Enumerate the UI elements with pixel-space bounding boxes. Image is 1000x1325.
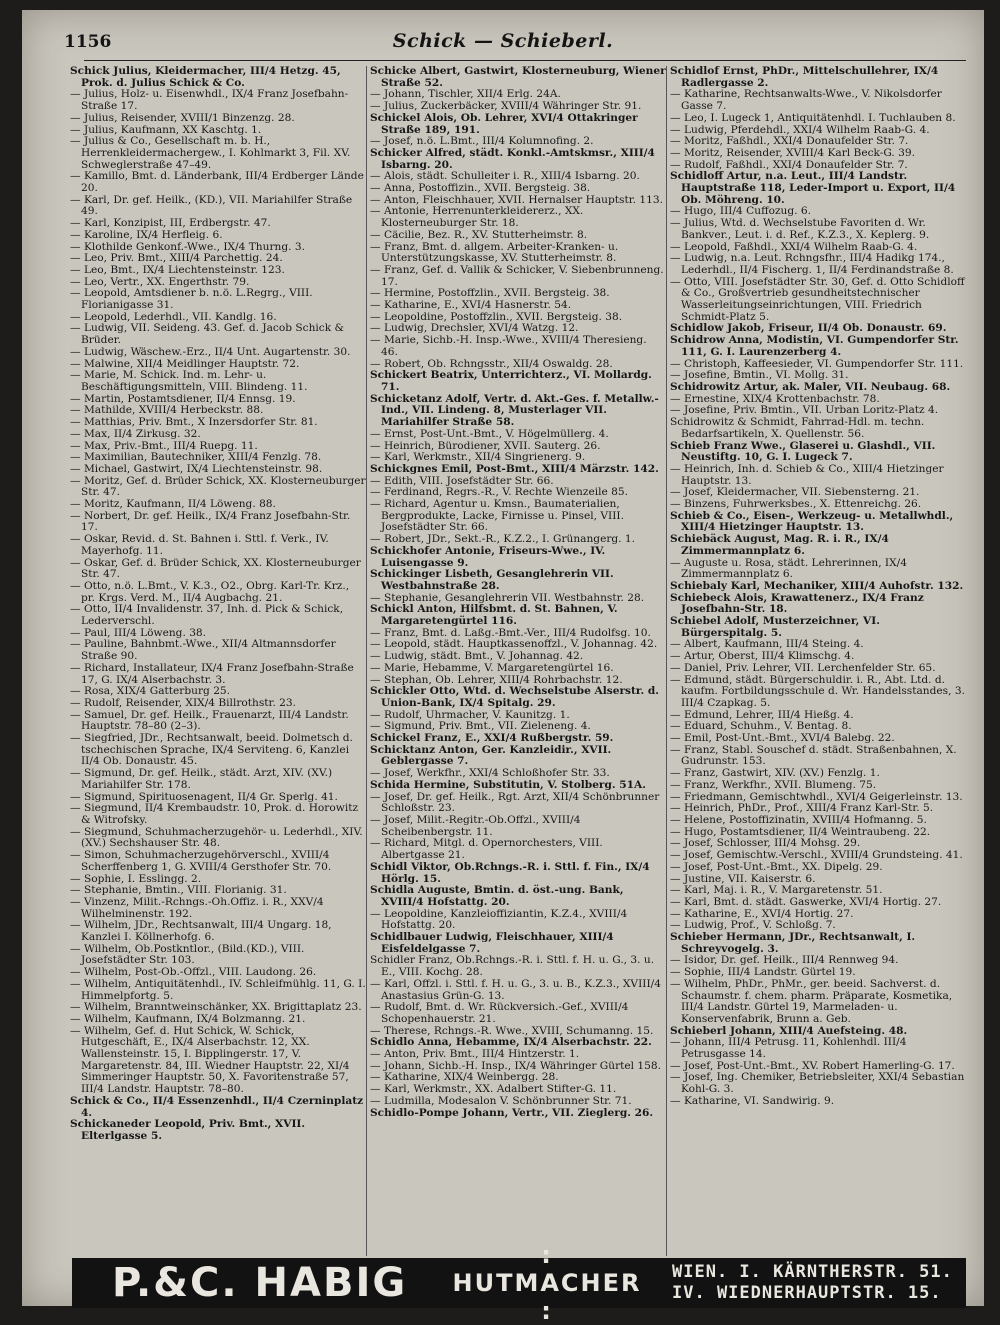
directory-entry-head: Schidlbauer Ludwig, Fleischhauer, XIII/4 Eisfeldelgasse 7.: [370, 931, 614, 955]
directory-entry-head: Schieb Franz Wwe., Glaserei u. Glashdl., VII. Neustiftg. 10, G. I. Lugeck 7.: [670, 439, 936, 464]
directory-entry: — Matthias, Priv. Bmt., X Inzersdorfer Str. 81.: [70, 416, 318, 429]
directory-entry: — Ferdinand, Regrs.-R., V. Rechte Wienzeile 85.: [370, 486, 628, 499]
directory-entry: — Heinrich, Bürodiener, XVII. Sauterg. 26.: [370, 439, 601, 452]
directory-entry: — Rudolf, Uhrmacher, V. Kaunitzg. 1.: [370, 708, 570, 721]
directory-entry-head: Schickhofer Antonie, Friseurs-Wwe., IV. Luisengasse 9.: [370, 544, 606, 569]
directory-entry: — Wilhelm, Ob.Postkntlor., (Bild.(KD.), VIII. Josefstädter Str. 103.: [70, 942, 305, 967]
directory-entry-head: Schida Hermine, Substitutin, V. Stolberg. 51A.: [370, 778, 646, 791]
directory-entry: — Karl, Bmt. d. städt. Gaswerke, XVI/4 Hortig. 27.: [670, 895, 942, 908]
directory-entry: — Kamillo, Bmt. d. Länderbank, III/4 Erdberger Lände 20.: [70, 170, 364, 195]
directory-entry: — Karl, Werkmstr., XII/4 Singrienerg. 9.: [370, 451, 586, 464]
directory-entry: — Richard, Installateur, IX/4 Franz Josefbahn-Straße 17, G. IX/4 Alserbachstr. 3.: [70, 661, 354, 686]
directory-entry: — Malwine, XII/4 Meidlinger Hauptstr. 72.: [70, 357, 300, 370]
directory-entry: — Josef, Werkfhr., XXI/4 Schloßhofer Str. 33.: [370, 767, 610, 780]
directory-entry: — Ludwig, Prof., V. Schloßg. 7.: [670, 919, 836, 932]
directory-entry: — Vinzenz, Milit.-Rchngs.-Oh.Offiz. i. R., XXV/4 Wilhelminenstr. 192.: [70, 895, 324, 920]
directory-entry: — Stephan, Ob. Lehrer, XIII/4 Rohrbachstr. 12.: [370, 673, 623, 686]
directory-entry: — Marie, M. Schick. Ind. m. Lehr- u. Beschäftigungsmitteln, VIII. Blindeng. 11.: [70, 369, 308, 393]
directory-entry: — Moritz, Kaufmann, II/4 Löweng. 88.: [70, 498, 276, 511]
directory-entry: — Max, II/4 Zirkusg. 32.: [70, 427, 201, 440]
directory-entry: — Josef, Kleidermacher, VII. Siebensterng. 21.: [670, 486, 920, 499]
directory-entry-head: Schiebel Adolf, Musterzeichner, VI. Bürgerspitalg. 5.: [670, 615, 880, 639]
directory-entry: — Binzens, Fuhrwerksbes., X. Ettenreichg. 26.: [670, 498, 922, 511]
directory-entry-head: Schicke Albert, Gastwirt, Klosterneuburg, Wiener Straße 52.: [370, 66, 666, 89]
directory-entry: — Pauline, Bahnbmt.-Wwe., XII/4 Altmannsdorfer Straße 90.: [70, 638, 336, 663]
directory-entry: — Klothilde Genkonf.-Wwe., IX/4 Thurng. 3.: [70, 240, 305, 253]
directory-entry: — Richard, Agentur u. Kmsn., Baumaterialien, Bergprodukte, Lacke, Firnisse u. Pinsel, VIII. Josefstädter Str. 66.: [370, 498, 624, 534]
directory-entry: — Leopold, Amtsdiener b. n.ö. L.Regrg., VIII. Florianigasse 31.: [70, 287, 313, 312]
directory-entry: — Leo, Vertr., XX. Engerthstr. 79.: [70, 275, 250, 288]
directory-entry: — Michael, Gastwirt, IX/4 Liechtensteinstr. 98.: [70, 462, 323, 475]
directory-entry: — Josefine, Priv. Bmtin., VII. Urban Loritz-Platz 4.: [670, 404, 939, 417]
directory-entry: — Sigmund, Priv. Bmt., VII. Zieleneng. 4.: [370, 720, 591, 733]
directory-entry-head: Schickler Otto, Wtd. d. Wechselstube Alserstr. d. Union-Bank, IX/4 Spitalg. 29.: [370, 685, 659, 709]
directory-entry: — Ludwig, Drechsler, XVI/4 Watzg. 12.: [370, 322, 579, 335]
directory-entry: — Siegmund, Schuhmacherzugehör- u. Lederhdl., XIV. (XV.) Sechshauser Str. 48.: [70, 825, 363, 850]
directory-entry-head: Schiebäck August, Mag. R. i. R., IX/4 Zimmermannplatz 6.: [670, 533, 889, 557]
directory-entry: — Oskar, Gef. d. Brüder Schick, XX. Klosterneuburger Str. 47.: [70, 556, 361, 581]
directory-entry: — Julius, Reisender, XVIII/1 Binzenzg. 28.: [70, 111, 295, 124]
directory-entry: — Cäcilie, Bez. R., XV. Stutterheimstr. 8.: [370, 228, 588, 241]
directory-entry: — Norbert, Dr. gef. Heilk., IX/4 Franz Josefbahn-Str. 17.: [70, 509, 351, 534]
directory-entry: — Katharine, E., XVI/4 Hortig. 27.: [670, 907, 854, 920]
directory-entry: — Franz, Gastwirt, XIV. (XV.) Fenzlg. 1.: [670, 767, 880, 780]
directory-entry: — Oskar, Revid. d. St. Bahnen i. Sttl. f. Verk., IV. Mayerhofg. 11.: [70, 533, 329, 557]
directory-page: [22, 10, 984, 1325]
directory-entry: — Samuel, Dr. gef. Heilk., Frauenarzt, III/4 Landstr. Hauptstr. 78–80 (2–3).: [70, 708, 349, 733]
directory-entry: — Anton, Priv. Bmt., III/4 Hintzerstr. 1.: [370, 1048, 580, 1061]
directory-entry: — Moritz, Gef. d. Brüder Schick, XX. Klosterneuburger Str. 47.: [70, 474, 366, 499]
address-line: WIEN. I. KÄRNTHERSTR. 51.: [672, 1262, 953, 1282]
directory-entry: — Heinrich, PhDr., Prof., XIII/4 Franz Karl-Str. 5.: [670, 802, 934, 815]
column-divider: [666, 66, 667, 1256]
directory-entry: — Auguste u. Rosa, städt. Lehrerinnen, IX/4 Zimmermannplatz 6.: [670, 556, 907, 581]
directory-entry: — Sigmund, Spirituosenagent, II/4 Gr. Sperlg. 41.: [70, 790, 338, 803]
directory-entry: — Sophie, III/4 Landstr. Gürtel 19.: [670, 966, 856, 979]
directory-entry: — Franz, Werkfhr., XVII. Blumeng. 75.: [670, 778, 877, 791]
directory-entry-head: Schidl Viktor, Ob.Rchngs.-R. i. Sttl. f. Fin., IX/4 Hörlg. 15.: [370, 860, 650, 885]
directory-entry-head: Schidla Auguste, Bmtin. d. öst.-ung. Bank, XVIII/4 Hofstattg. 20.: [370, 884, 624, 908]
directory-entry: — Moritz, Reisender, XVIII/4 Karl Beck-G. 39.: [670, 146, 916, 159]
directory-entry: — Justine, VII. Kaiserstr. 6.: [670, 872, 816, 885]
directory-entry: — Otto, n.ö. L.Bmt., V. K.3., O2., Obrg. Karl-Tr. Krz., pr. Krgs. Verd. M., II/4 Augbachg. 21.: [70, 579, 350, 604]
directory-entry: — Leopold, städt. Hauptkassenoffzl., V. Johannag. 42.: [370, 638, 658, 651]
directory-entry-head: Schickl Anton, Hilfsbmt. d. St. Bahnen, V. Margaretengürtel 116.: [370, 603, 618, 628]
directory-entry: — Simon, Schuhmacherzugehörverschl., XVIII/4 Scherffenberg 1, G. XVIII/4 Gersthofer Str. 70.: [70, 849, 332, 873]
directory-entry: — Julius, Wtd. d. Wechselstube Favoriten d. Wr. Bankver., Leut. i. d. Ref., K.Z.3., X. Keplerg. 9.: [670, 217, 930, 241]
directory-entry: — Wilhelm, Gef. d. Hut Schick, W. Schick, Hutgeschäft, E., IX/4 Alserbachstr. 12, XX. Wallensteinstr. 15, I. Bipplingerstr. 17, V. Margaretenstr. 84, III. Wiedner Hauptstr. 22, XI/4 Simmeringer Hauptstr. 50, X. Favoritenstraße 57, III/4 Landstr. Hauptstr. 78–80.: [70, 1024, 350, 1096]
directory-entry: — Ludmilla, Modesalon V. Schönbrunner Str. 71.: [370, 1094, 632, 1107]
directory-entry: — Josef, Dr. gef. Heilk., Rgt. Arzt, XII/4 Schönbrunner Schloßstr. 23.: [370, 790, 660, 815]
directory-entry: — Josef, Schlosser, III/4 Mohsg. 29.: [670, 837, 861, 850]
directory-entry: — Emil, Post-Unt.-Bmt., XVI/4 Balebg. 22.: [670, 732, 895, 745]
header-rule: [84, 60, 966, 61]
directory-entry: — Rosa, XIX/4 Gatterburg 25.: [70, 685, 231, 698]
directory-entry: — Josef, Post-Unt.-Bmt., XV. Robert Hamerling-G. 17.: [670, 1059, 955, 1072]
directory-entry: — Isidor, Dr. gef. Heilk., III/4 Rennweg 94.: [670, 954, 899, 967]
directory-entry: — Josef, Milit.-Regitr.-Ob.Offzl., XVIII/4 Scheibenbergstr. 11.: [370, 814, 581, 838]
directory-entry: — Julius, Holz- u. Eisenwhdl., IX/4 Franz Josefbahn-Straße 17.: [70, 88, 349, 113]
directory-entry: — Paul, III/4 Löweng. 38.: [70, 626, 207, 639]
directory-entry: — Maximilian, Bautechniker, XIII/4 Fenzlg. 78.: [70, 451, 322, 464]
directory-entry: — Mathilde, XVIII/4 Herbeckstr. 88.: [70, 404, 264, 417]
directory-entry: — Moritz, Faßhdl., XXI/4 Donaufelder Str. 7.: [670, 135, 909, 148]
directory-entry: — Heinrich, Inh. d. Schieb & Co., XIII/4 Hietzinger Hauptstr. 13.: [670, 462, 944, 487]
directory-entry: — Ludwig, VII. Seideng. 43. Gef. d. Jacob Schick & Brüder.: [70, 322, 344, 347]
directory-entry-head: Schieb & Co., Eisen-, Werkzeug- u. Metallwhdl., XIII/4 Hietzinger Hauptstr. 13.: [670, 509, 954, 534]
directory-entry-head: Schidlo-Pompe Johann, Vertr., VII. Zieglerg. 26.: [370, 1106, 654, 1119]
directory-entry-head: Schidloff Artur, n.a. Leut., III/4 Landstr. Hauptstraße 118, Leder-Import u. Export, II/4 Ob. Möhreng. 10.: [670, 170, 956, 206]
directory-entry: — Leopoldine, Kanzleioffiziantin, K.Z.4., XVIII/4 Hofstattg. 20.: [370, 907, 628, 932]
directory-entry: — Ernst, Post-Unt.-Bmt., V. Högelmüllerg. 4.: [370, 427, 609, 440]
advertiser-brand: P.&C. HABIG: [112, 1260, 408, 1306]
directory-entry: — Wilhelm, Branntweinschänker, XX. Brigittaplatz 23.: [70, 1001, 362, 1014]
directory-entry: — Otto, II/4 Invalidenstr. 37, Inh. d. Pick & Schick, Lederverschl.: [70, 603, 344, 628]
running-head: Schick — Schieberl.: [392, 30, 614, 52]
directory-entry: — Ludwig, Wäschew.-Erz., II/4 Unt. Augartenstr. 30.: [70, 345, 351, 358]
directory-entry: — Stephanie, Bmtin., VIII. Florianig. 31.: [70, 884, 287, 897]
directory-entry: — Anna, Postoffizin., XVII. Bergsteig. 38.: [370, 182, 591, 195]
directory-entry: — Leo, Bmt., IX/4 Liechtensteinstr. 123.: [70, 263, 285, 276]
advertiser-trade: : HUTMACHER :: [452, 1241, 642, 1325]
directory-entry-head: Schidlof Ernst, PhDr., Mittelschullehrer, IX/4 Radlergasse 2.: [670, 66, 939, 89]
directory-entry: — Leopoldine, Postoffzlin., XVII. Bergsteig. 38.: [370, 310, 623, 323]
directory-entry: — Josef, Ing. Chemiker, Betriebsleiter, XXI/4 Sebastian Kohl-G. 3.: [670, 1071, 965, 1096]
directory-entry: — Wilhelm, Antiquitätenhdl., IV. Schleifmühlg. 11, G. I. Himmelpfortg. 5.: [70, 977, 366, 1002]
directory-entry: — Franz, Bmt. d. Laßg.-Bmt.-Ver., III/4 Rudolfsg. 10.: [370, 626, 651, 639]
directory-entry: — Eduard, Schuhm., V. Bentag. 8.: [670, 720, 852, 733]
directory-entry: — Wilhelm, PhDr., PhMr., ger. beeid. Sachverst. d. Schaumstr. f. chem. pharm. Präparate, Kosmetika, III/4 Landstr. Gürtel 19, Marmeladen- u. Konservenfabrik, Brunn a. Geb.: [670, 977, 953, 1025]
directory-entry: — Sophie, I. Esslingg. 2.: [70, 872, 202, 885]
address-line: IV. WIEDNERHAUPTSTR. 15.: [672, 1283, 942, 1303]
directory-entry: — Stephanie, Gesanglehrerin VII. Westbahnstr. 28.: [370, 591, 645, 604]
directory-entry: — Siegfried, JDr., Rechtsanwalt, beeid. Dolmetsch d. tschechischen Sprache, IX/4 Serviteng. 6, Kanzlei II/4 Ob. Donaustr. 45.: [70, 732, 353, 768]
directory-entry: — Josefine, Bmtin., VI. Mollg. 31.: [670, 369, 849, 382]
directory-entry: — Julius, Kaufmann, XX Kaschtg. 1.: [70, 123, 262, 136]
directory-entry: — Artur, Oberst, III/4 Klimschg. 4.: [670, 650, 855, 663]
directory-entry: — Katharine, VI. Sandwirig. 9.: [670, 1094, 835, 1107]
column-divider: [366, 66, 367, 1256]
directory-entry-head: Schidlo Anna, Hebamme, IX/4 Alserbachstr. 22.: [370, 1036, 652, 1049]
directory-entry: — Wilhelm, Post-Ob.-Offzl., VIII. Laudong. 26.: [70, 966, 317, 979]
directory-entry: — Anton, Fleischhauer, XVII. Hernalser Hauptstr. 113.: [370, 193, 663, 206]
directory-entry: — Antonie, Herrenunterkleidererz., XX. Klosterneuburger Str. 18.: [370, 205, 584, 230]
directory-entry-head: Schieber Hermann, JDr., Rechtsanwalt, I. Schreyvogelg. 3.: [670, 931, 916, 955]
directory-entry-head: Schicktanz Anton, Ger. Kanzleidir., XVII. Geblergasse 7.: [370, 743, 612, 768]
directory-entry: — Franz, Bmt. d. allgem. Arbeiter-Kranken- u. Unterstützungskasse, XV. Stutterheimstr. 8.: [370, 240, 619, 265]
directory-entry: — Alois, städt. Schulleiter i. R., XIII/4 Isbarng. 20.: [370, 170, 640, 183]
directory-entry-head: Schickert Beatrix, Unterrichterz., VI. Mollardg. 71.: [370, 369, 652, 393]
page-number: 1156: [64, 32, 112, 52]
directory-entry: — Hermine, Postoffzlin., XVII. Bergsteig. 38.: [370, 287, 610, 300]
directory-entry-head: Schiebeck Alois, Krawattenerz., IX/4 Franz Josefbahn-Str. 18.: [670, 591, 924, 616]
directory-entry: — Albert, Kaufmann, III/4 Steing. 4.: [670, 638, 864, 651]
directory-entry-head: Schicketanz Adolf, Vertr. d. Akt.-Ges. f. Metallw.-Ind., VII. Lindeng. 8, Musterlager VII. Mariahilfer Straße 58.: [370, 392, 659, 429]
directory-entry: — Martin, Postamtsdiener, II/4 Ennsg. 19.: [70, 392, 296, 405]
directory-entry: — Christoph, Kaffeesieder, VI. Gumpendorfer Str. 111.: [670, 357, 964, 370]
directory-entry: — Richard, Mitgl. d. Opernorchesters, VIII. Albertgasse 21.: [370, 837, 603, 862]
directory-column-1: [70, 66, 366, 1256]
directory-entry: — Josef, n.ö. L.Bmt., III/4 Kolumnofing. 2.: [370, 135, 594, 148]
directory-entry: — Edmund, Lehrer, III/4 Hießg. 4.: [670, 708, 854, 721]
directory-entry: — Rudolf, Faßhdl., XXI/4 Donaufelder Str. 7.: [670, 158, 908, 171]
directory-column-2: [370, 66, 666, 1256]
directory-entry: — Josef, Gemischtw.-Verschl., XVIII/4 Grundsteing. 41.: [670, 849, 963, 862]
directory-entry: — Franz, Stabl. Souschef d. städt. Straßenbahnen, X. Gudrunstr. 153.: [670, 743, 957, 768]
directory-entry: — Katharine, XIX/4 Weinbergg. 28.: [370, 1071, 559, 1084]
directory-entry: — Friedmann, Gemischtwhdl., XVI/4 Geigerleinstr. 13.: [670, 790, 963, 803]
directory-entry: — Karl, Maj. i. R., V. Margaretenstr. 51.: [670, 884, 883, 897]
directory-entry: — Johann, Tischler, XII/4 Erlg. 24A.: [370, 88, 561, 101]
directory-entry: — Katharine, Rechtsanwalts-Wwe., V. Nikolsdorfer Gasse 7.: [670, 88, 942, 113]
directory-entry: — Ludwig, n.a. Leut. Rchngsfhr., III/4 Hadikg 174., Lederhdl., II/4 Fischerg. 1, II/4 Ferdinandstraße 8.: [670, 252, 954, 276]
directory-entry: — Johann, Sichb.-H. Insp., IX/4 Währinger Gürtel 158.: [370, 1059, 662, 1072]
directory-entry: — Karl, Konzipist, III, Erdbergstr. 47.: [70, 217, 271, 230]
directory-entry: — Edith, VIII. Josefstädter Str. 66.: [370, 474, 554, 487]
directory-entry-head: Schickel Franz, E., XXI/4 Rußbergstr. 59.: [370, 732, 614, 745]
directory-entry-head: Schickinger Lisbeth, Gesanglehrerin VII. Westbahnstraße 28.: [370, 568, 614, 592]
directory-entry-head: Schidlow Jakob, Friseur, II/4 Ob. Donaustr. 69.: [670, 322, 947, 335]
directory-entry-head: Schidrowitz Artur, ak. Maler, VII. Neubaug. 68.: [670, 380, 951, 393]
directory-entry: — Karl, Werkmstr., XX. Adalbert Stifter-G. 11.: [370, 1083, 617, 1096]
directory-entry: — Siegmund, II/4 Krembaudstr. 10, Prok. d. Horowitz & Witrofsky.: [70, 802, 359, 826]
directory-entry: — Helene, Postoffizinatin, XVIII/4 Hofmanng. 5.: [670, 814, 927, 826]
directory-entry: — Leopold, Faßhdl., XXI/4 Wilhelm Raab-G. 4.: [670, 240, 918, 253]
directory-entry-head: Schickaneder Leopold, Priv. Bmt., XVII. Elterlgasse 5.: [70, 1118, 306, 1142]
directory-entry-head: Schicker Alfred, städt. Konkl.-Amtskmsr., XIII/4 Isbarng. 20.: [370, 146, 655, 171]
directory-entry: — Josef, Post-Unt.-Bmt., XX. Dipelg. 29.: [670, 860, 883, 873]
directory-entry: — Julius & Co., Gesellschaft m. b. H., Herrenkleidermachergew., I. Kohlmarkt 3, Fil. XV. Schweglerstraße 47–49.: [70, 135, 351, 171]
directory-entry: — Daniel, Priv. Lehrer, VII. Lerchenfelder Str. 65.: [670, 661, 936, 674]
directory-entry: — Ludwig, Pferdehdl., XXI/4 Wilhelm Raab-G. 4.: [670, 123, 930, 136]
directory-entry: — Rudolf, Bmt. d. Wr. Rückversich.-Gef., XVIII/4 Schopenhauerstr. 21.: [370, 1001, 629, 1025]
directory-entry: Schidler Franz, Ob.Rchngs.-R. i. Sttl. f. H. u. G., 3. u. E., VIII. Kochg. 28.: [370, 954, 655, 979]
advertisement-banner: [72, 1241, 966, 1325]
directory-entry-head: Schick Julius, Kleidermacher, III/4 Hetzg. 45, Prok. d. Julius Schick & Co.: [70, 66, 341, 89]
directory-entry: — Sigmund, Dr. gef. Heilk., städt. Arzt, XIV. (XV.) Mariahilfer Str. 178.: [70, 767, 333, 791]
directory-entry: — Karl, Offzl. i. Sttl. f. H. u. G., 3. u. B., K.Z.3., XVIII/4 Anastasius Grün-G. 13.: [370, 977, 661, 1002]
directory-entry: — Katharine, E., XVI/4 Hasnerstr. 54.: [370, 299, 572, 312]
directory-entry: — Robert, JDr., Sekt.-R., K.Z.2., I. Grünangerg. 1.: [370, 533, 636, 546]
directory-entry: — Julius, Zuckerbäcker, XVIII/4 Währinger Str. 91.: [370, 100, 642, 113]
directory-entry: — Max, Priv.-Bmt., III/4 Ruepg. 11.: [70, 439, 258, 452]
directory-entry: — Marie, Hebamme, V. Margaretengürtel 16.: [370, 661, 614, 674]
directory-entry: — Marie, Sichb.-H. Insp.-Wwe., XVIII/4 Theresieng. 46.: [370, 334, 647, 358]
directory-entry: — Wilhelm, JDr., Rechtsanwalt, III/4 Ungarg. 18, Kanzlei I. Köllnerhofg. 6.: [70, 919, 332, 944]
directory-entry: — Johann, III/4 Petrusg. 11, Kohlenhdl. III/4 Petrusgasse 14.: [670, 1036, 907, 1061]
directory-entry: — Hugo, III/4 Cuffozug. 6.: [670, 205, 812, 218]
directory-entry: — Edmund, städt. Bürgerschuldir. i. R., Abt. Ltd. d. kaufm. Fortbildungsschule d. Wr. Handelsstandes, 3. III/4 Czapkag. 5.: [670, 673, 965, 709]
directory-entry-head: Schieberl Johann, XIII/4 Auefsteing. 48.: [670, 1024, 908, 1037]
directory-entry: — Leopold, Lederhdl., VII. Kandlg. 16.: [70, 310, 277, 323]
directory-entry: — Leo, Priv. Bmt., XIII/4 Parchettig. 24.: [70, 252, 283, 265]
directory-entry: — Leo, I. Lugeck 1, Antiquitätenhdl. I. Tuchlauben 8.: [670, 111, 956, 124]
directory-entry: — Franz, Gef. d. Vallik & Schicker, V. Siebenbrunneng. 17.: [370, 263, 664, 288]
directory-entry: — Karoline, IX/4 Herfleig. 6.: [70, 228, 223, 241]
directory-entry: — Ludwig, städt. Bmt., V. Johannag. 42.: [370, 650, 584, 663]
directory-entry-head: Schickel Alois, Ob. Lehrer, XVI/4 Ottakringer Straße 189, 191.: [370, 111, 638, 136]
directory-entry: — Otto, VIII. Josefstädter Str. 30, Gef. d. Otto Schidloff & Co., Großvertrieb gesundheitstechnischer Wasserleitungseinrichtungen, VIII. Friedrich Schmidt-Platz 5.: [670, 275, 965, 323]
directory-entry: Schidrowitz & Schmidt, Fahrrad-Hdl. m. techn. Bedarfsartikeln, X. Quellenstr. 56.: [670, 416, 925, 440]
directory-entry: — Karl, Dr. gef. Heilk., (KD.), VII. Mariahilfer Straße 49.: [70, 193, 353, 218]
directory-entry: — Therese, Rchngs.-R. Wwe., XVIII, Schumanng. 15.: [370, 1024, 654, 1037]
directory-entry-head: Schiebaly Karl, Mechaniker, XIII/4 Auhofstr. 132.: [670, 579, 964, 592]
directory-entry-head: Schickgnes Emil, Post-Bmt., XIII/4 Märzstr. 142.: [370, 462, 659, 475]
directory-entry-head: Schidrow Anna, Modistin, VI. Gumpendorfer Str. 111, G. I. Laurenzerberg 4.: [670, 334, 959, 358]
directory-entry: — Hugo, Postamtsdiener, II/4 Weintraubeng. 22.: [670, 825, 931, 838]
directory-entry: — Rudolf, Reisender, XIX/4 Billrothstr. 23.: [70, 696, 297, 709]
advertiser-address: [652, 1262, 953, 1304]
directory-entry: — Robert, Ob. Rchngsstr., XII/4 Oswaldg. 28.: [370, 357, 613, 370]
directory-column-3: [670, 66, 966, 1256]
directory-entry: — Ernestine, XIX/4 Krottenbachstr. 78.: [670, 392, 880, 405]
directory-entry: — Wilhelm, Kaufmann, IX/4 Bolzmanng. 21.: [70, 1012, 306, 1025]
directory-entry-head: Schick & Co., II/4 Essenzenhdl., II/4 Czerninplatz 4.: [70, 1094, 364, 1119]
